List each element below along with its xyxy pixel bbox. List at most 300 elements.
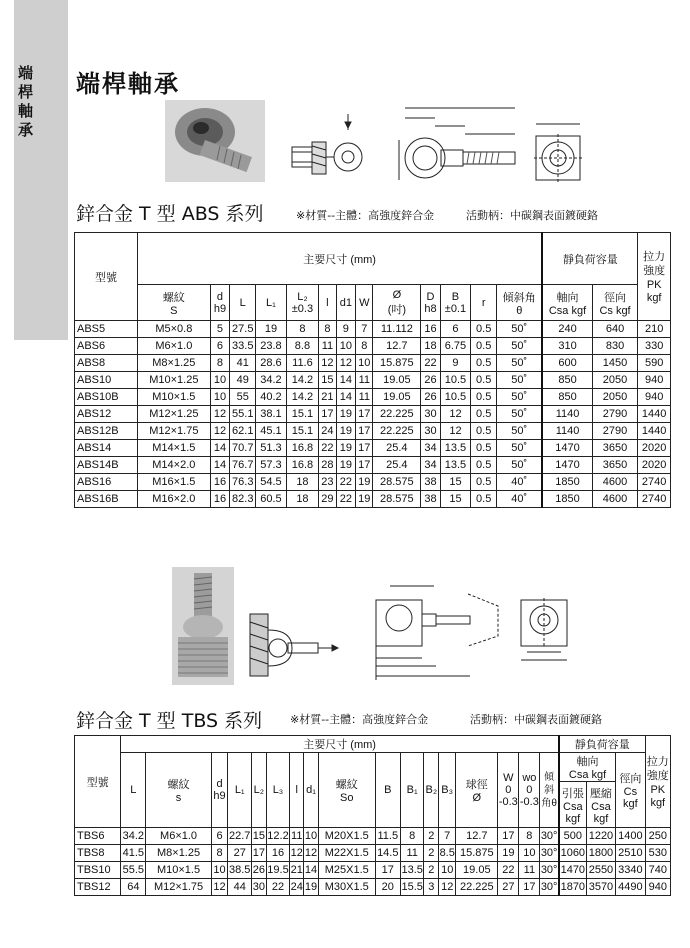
abs-header-thread-sub: S xyxy=(170,304,178,317)
table-cell: 21 xyxy=(319,389,336,406)
table-cell: 17 xyxy=(252,845,267,862)
abs-table-body xyxy=(75,321,671,508)
table-cell: 50˚ xyxy=(497,389,543,406)
table-cell: 82.3 xyxy=(230,491,256,508)
tbs-header-d xyxy=(211,753,228,828)
table-cell: 15.875 xyxy=(456,845,498,862)
tbs-header-l: l xyxy=(290,753,304,828)
table-cell: 2550 xyxy=(586,862,615,879)
table-cell: 210 xyxy=(638,321,671,338)
tbs-header-pull-sub: Csa xyxy=(563,800,583,813)
table-cell: M20X1.5 xyxy=(318,828,375,845)
table-cell: 2790 xyxy=(592,406,638,423)
table-row xyxy=(75,389,671,406)
tbs-header-model: 型號 xyxy=(75,736,121,828)
table-cell: ABS16B xyxy=(75,491,138,508)
table-cell: M30X1.5 xyxy=(318,879,375,896)
abs-header-phi xyxy=(373,285,421,321)
table-cell: 12 xyxy=(290,845,304,862)
table-cell: 2 xyxy=(424,828,439,845)
table-cell: 640 xyxy=(592,321,638,338)
tbs-header-so xyxy=(318,753,375,828)
table-cell: 12 xyxy=(211,879,228,896)
table-cell: 15.1 xyxy=(286,423,319,440)
table-cell: 19.5 xyxy=(266,862,290,879)
table-cell: 8 xyxy=(519,828,540,845)
table-cell: 14 xyxy=(210,457,230,474)
abs-dimension-drawing xyxy=(395,100,525,190)
table-cell: 50˚ xyxy=(497,440,543,457)
table-cell: 9 xyxy=(336,321,356,338)
table-cell: 15 xyxy=(440,491,470,508)
tbs-header-B1: B₁ xyxy=(400,753,424,828)
table-cell: 12.7 xyxy=(373,338,421,355)
table-cell: 12 xyxy=(439,879,456,896)
tbs-header-W-sub1: 0 xyxy=(505,784,512,796)
tbs-product-photo xyxy=(172,567,234,685)
table-cell: 22 xyxy=(498,862,519,879)
table-cell: 17 xyxy=(356,440,373,457)
table-cell: 1870 xyxy=(559,879,586,896)
table-cell: TBS6 xyxy=(75,828,121,845)
table-row xyxy=(75,828,671,845)
table-cell: 14.2 xyxy=(286,372,319,389)
table-cell: 26 xyxy=(421,372,441,389)
table-row xyxy=(75,457,671,474)
table-cell: 19 xyxy=(304,879,319,896)
table-cell: 14 xyxy=(210,440,230,457)
tbs-stem-note: 活動柄：中碳鋼表面鍍硬鉻 xyxy=(470,713,602,726)
table-cell: 8 xyxy=(400,828,424,845)
tbs-header-L: L xyxy=(121,753,146,828)
table-cell: ABS14 xyxy=(75,440,138,457)
table-cell: 41 xyxy=(230,355,256,372)
table-cell: 7 xyxy=(356,321,373,338)
table-cell: 76.3 xyxy=(230,474,256,491)
table-cell: 15 xyxy=(440,474,470,491)
table-cell: TBS8 xyxy=(75,845,121,862)
table-row xyxy=(75,355,671,372)
table-cell: 1060 xyxy=(559,845,586,862)
table-cell: 250 xyxy=(645,828,670,845)
table-cell: M10×1.5 xyxy=(137,389,210,406)
table-cell: 8 xyxy=(356,338,373,355)
abs-header-D-label: D xyxy=(426,290,435,303)
abs-header-D xyxy=(421,285,441,321)
table-cell: 590 xyxy=(638,355,671,372)
table-cell: 11 xyxy=(319,338,336,355)
table-cell: 14.5 xyxy=(375,845,400,862)
table-cell: 740 xyxy=(645,862,670,879)
table-cell: ABS6 xyxy=(75,338,138,355)
table-cell: 14 xyxy=(336,389,356,406)
table-cell: 11 xyxy=(290,828,304,845)
tbs-header-W-label: W xyxy=(503,772,514,784)
table-cell: 9 xyxy=(440,355,470,372)
table-cell: 12 xyxy=(440,423,470,440)
table-cell: 16 xyxy=(266,845,290,862)
table-cell: 11 xyxy=(356,389,373,406)
tbs-header-L1: L₁ xyxy=(228,753,252,828)
table-cell: M25X1.5 xyxy=(318,862,375,879)
abs-product-photo xyxy=(165,100,265,182)
table-cell: 2510 xyxy=(616,845,645,862)
table-cell: 70.7 xyxy=(230,440,256,457)
table-cell: 3650 xyxy=(592,440,638,457)
table-cell: 28.6 xyxy=(256,355,286,372)
tbs-header-load: 靜負荷容量 xyxy=(559,736,645,753)
table-cell: 10 xyxy=(304,828,319,845)
table-cell: 23.8 xyxy=(256,338,286,355)
table-cell: 19 xyxy=(356,474,373,491)
table-cell: 3570 xyxy=(586,879,615,896)
table-cell: 21 xyxy=(290,862,304,879)
table-cell: 49 xyxy=(230,372,256,389)
abs-header-model: 型號 xyxy=(75,233,138,321)
tbs-header-wo-sub2: -0.3 xyxy=(519,796,539,808)
table-cell: 500 xyxy=(559,828,586,845)
table-cell: 28.575 xyxy=(373,491,421,508)
table-cell: 55.5 xyxy=(121,862,146,879)
tbs-spec-table xyxy=(74,735,671,896)
tbs-header-press-label: 壓縮 xyxy=(589,787,612,800)
table-cell: 1450 xyxy=(592,355,638,372)
table-cell: 13.5 xyxy=(440,440,470,457)
abs-header-angle-label: 傾斜角 xyxy=(502,291,536,304)
table-cell: 2050 xyxy=(592,389,638,406)
tbs-header-thread-sub: s xyxy=(175,792,182,804)
table-cell: 30° xyxy=(540,879,559,896)
table-row xyxy=(75,440,671,457)
tbs-header-so-sub: So xyxy=(340,792,354,804)
table-cell: 25.4 xyxy=(373,440,421,457)
table-cell: ABS12 xyxy=(75,406,138,423)
table-cell: 8.8 xyxy=(286,338,319,355)
abs-header-radial-label: 徑向 xyxy=(604,291,627,304)
table-cell: 27.5 xyxy=(230,321,256,338)
table-cell: 940 xyxy=(638,389,671,406)
table-cell: 2020 xyxy=(638,457,671,474)
table-cell: 0.5 xyxy=(471,423,497,440)
table-cell: ABS16 xyxy=(75,474,138,491)
tbs-header-W xyxy=(498,753,519,828)
table-cell: 0.5 xyxy=(471,457,497,474)
table-cell: 19 xyxy=(356,491,373,508)
table-cell: M12×1.25 xyxy=(137,406,210,423)
table-cell: 7 xyxy=(439,828,456,845)
table-cell: 15.5 xyxy=(400,879,424,896)
table-cell: 330 xyxy=(638,338,671,355)
table-cell: M10×1.5 xyxy=(146,862,211,879)
tbs-header-pull-label: 引張 xyxy=(561,787,584,800)
table-cell: 15 xyxy=(252,828,267,845)
table-cell: 50˚ xyxy=(497,321,543,338)
table-cell: 30 xyxy=(421,406,441,423)
table-cell: 38 xyxy=(421,491,441,508)
table-cell: 55 xyxy=(230,389,256,406)
table-cell: 1140 xyxy=(542,406,592,423)
table-cell: 44 xyxy=(228,879,252,896)
table-cell: 2 xyxy=(424,845,439,862)
table-cell: 50˚ xyxy=(497,355,543,372)
tbs-header-thread-label: 螺紋 xyxy=(167,779,190,791)
tbs-header-d-sub: h9 xyxy=(213,790,226,802)
table-cell: 12 xyxy=(304,845,319,862)
table-cell: 3650 xyxy=(592,457,638,474)
abs-header-radial xyxy=(592,285,638,321)
table-cell: 50˚ xyxy=(497,372,543,389)
table-cell: 29 xyxy=(319,491,336,508)
table-cell: 19 xyxy=(336,440,356,457)
table-cell: 17 xyxy=(356,406,373,423)
abs-stem-note: 活動柄：中碳鋼表面鍍硬鉻 xyxy=(466,209,598,222)
table-cell: 1440 xyxy=(638,423,671,440)
table-cell: 23 xyxy=(319,474,336,491)
table-cell: 12 xyxy=(210,406,230,423)
abs-spec-table xyxy=(74,232,671,508)
table-cell: ABS14B xyxy=(75,457,138,474)
table-cell: M16×1.5 xyxy=(137,474,210,491)
tbs-header-tensile-unit: kgf xyxy=(650,796,666,809)
abs-header-B xyxy=(440,285,470,321)
abs-header-angle-sub: θ xyxy=(516,304,523,317)
table-cell: 45.1 xyxy=(256,423,286,440)
table-cell: 13.5 xyxy=(440,457,470,474)
table-cell: 22.225 xyxy=(456,879,498,896)
table-cell: 38.1 xyxy=(256,406,286,423)
table-cell: 20 xyxy=(375,879,400,896)
tbs-header-B: B xyxy=(375,753,400,828)
table-cell: 22.225 xyxy=(373,406,421,423)
abs-header-axial-label: 軸向 xyxy=(556,291,579,304)
abs-header-axial xyxy=(542,285,592,321)
table-row xyxy=(75,879,671,896)
tbs-header-angle: 傾斜角θ xyxy=(540,753,559,828)
tbs-header-press-sub: Csa xyxy=(591,800,611,813)
table-cell: 1470 xyxy=(542,457,592,474)
table-cell: 40.2 xyxy=(256,389,286,406)
table-cell: 13.5 xyxy=(400,862,424,879)
table-cell: 34.2 xyxy=(121,828,146,845)
table-cell: M10×1.25 xyxy=(137,372,210,389)
table-cell: 240 xyxy=(542,321,592,338)
table-row xyxy=(75,372,671,389)
abs-header-L1: L₁ xyxy=(256,285,286,321)
table-cell: M14×2.0 xyxy=(137,457,210,474)
table-cell: 0.5 xyxy=(471,440,497,457)
table-cell: 30° xyxy=(540,828,559,845)
table-cell: 850 xyxy=(542,389,592,406)
table-cell: 1400 xyxy=(616,828,645,845)
table-cell: 17 xyxy=(375,862,400,879)
table-cell: 830 xyxy=(592,338,638,355)
table-cell: 16 xyxy=(421,321,441,338)
table-cell: M16×2.0 xyxy=(137,491,210,508)
sidebar-label: 端桿軸承 xyxy=(18,64,34,139)
tbs-header-press xyxy=(586,782,615,828)
abs-header-d-sub: h9 xyxy=(213,302,227,315)
table-cell: 50˚ xyxy=(497,338,543,355)
table-cell: 40˚ xyxy=(497,491,543,508)
table-cell: 55.1 xyxy=(230,406,256,423)
table-cell: 38 xyxy=(421,474,441,491)
table-cell: 51.3 xyxy=(256,440,286,457)
tbs-header-tensile xyxy=(645,736,670,828)
table-cell: 62.1 xyxy=(230,423,256,440)
table-cell: 27 xyxy=(228,845,252,862)
table-cell: 30 xyxy=(421,423,441,440)
tbs-header-wo-sub1: 0 xyxy=(526,784,533,796)
table-cell: 10.5 xyxy=(440,372,470,389)
table-cell: 19 xyxy=(256,321,286,338)
table-cell: 4600 xyxy=(592,491,638,508)
table-cell: ABS5 xyxy=(75,321,138,338)
tbs-header-W-sub2: -0.3 xyxy=(498,796,518,808)
table-cell: 3340 xyxy=(616,862,645,879)
table-cell: 10 xyxy=(210,372,230,389)
table-cell: 22.7 xyxy=(228,828,252,845)
table-cell: 12.7 xyxy=(456,828,498,845)
abs-header-thread-label: 螺紋 xyxy=(162,291,185,304)
tbs-header-ball-sub: Ø xyxy=(472,792,482,804)
table-cell: 22 xyxy=(336,474,356,491)
abs-header-L2 xyxy=(286,285,319,321)
table-cell: 1140 xyxy=(542,423,592,440)
table-cell: 5 xyxy=(210,321,230,338)
table-cell: 19.05 xyxy=(373,372,421,389)
table-cell: 310 xyxy=(542,338,592,355)
table-cell: 22 xyxy=(336,491,356,508)
table-cell: 1470 xyxy=(559,862,586,879)
tbs-header-axial xyxy=(559,753,616,782)
tbs-header-axial-sub: Csa kgf xyxy=(568,769,607,781)
table-cell: 10 xyxy=(519,845,540,862)
table-cell: 0.5 xyxy=(471,406,497,423)
table-cell: 19 xyxy=(336,423,356,440)
table-cell: 11.5 xyxy=(375,828,400,845)
table-cell: 16 xyxy=(210,491,230,508)
table-row xyxy=(75,474,671,491)
table-cell: 28.575 xyxy=(373,474,421,491)
table-cell: 10 xyxy=(210,389,230,406)
table-cell: 15.1 xyxy=(286,406,319,423)
table-cell: 12 xyxy=(440,406,470,423)
table-cell: 34 xyxy=(421,440,441,457)
tbs-header-so-label: 螺紋 xyxy=(335,779,358,791)
table-cell: 1800 xyxy=(586,845,615,862)
table-cell: 16.8 xyxy=(286,440,319,457)
tbs-header-press-unit: kgf xyxy=(593,812,609,825)
table-cell: 50˚ xyxy=(497,457,543,474)
abs-header-W: W xyxy=(356,285,373,321)
tbs-header-radial-unit: kgf xyxy=(623,798,638,810)
abs-header-L2-label: L₂ xyxy=(297,290,308,303)
table-cell: 8 xyxy=(286,321,319,338)
tbs-header-wo-label: wo xyxy=(522,772,537,784)
table-cell: 60.5 xyxy=(256,491,286,508)
table-cell: 40˚ xyxy=(497,474,543,491)
table-cell: 34.2 xyxy=(256,372,286,389)
abs-header-axial-sub: Csa kgf xyxy=(548,304,587,317)
table-cell: 19 xyxy=(498,845,519,862)
table-cell: 0.5 xyxy=(471,474,497,491)
tbs-header-dims: 主要尺寸 (mm) xyxy=(121,736,559,753)
table-cell: ABS12B xyxy=(75,423,138,440)
table-cell: 6 xyxy=(210,338,230,355)
table-cell: 0.5 xyxy=(471,372,497,389)
tbs-header-axial-label: 軸向 xyxy=(576,756,599,768)
abs-header-dims: 主要尺寸 (mm) xyxy=(137,233,542,285)
table-cell: 2740 xyxy=(638,491,671,508)
abs-header-r: r xyxy=(471,285,497,321)
table-cell: 18 xyxy=(421,338,441,355)
table-cell: 2050 xyxy=(592,372,638,389)
table-cell: 18 xyxy=(286,474,319,491)
abs-header-L: L xyxy=(230,285,256,321)
table-cell: 22 xyxy=(421,355,441,372)
tbs-header-ball xyxy=(456,753,498,828)
table-cell: 3 xyxy=(424,879,439,896)
table-row xyxy=(75,406,671,423)
tbs-header-pull xyxy=(559,782,586,828)
tbs-table-body xyxy=(75,828,671,896)
abs-header-B-sub: ±0.1 xyxy=(444,302,467,315)
table-cell: 26 xyxy=(252,862,267,879)
table-cell: TBS12 xyxy=(75,879,121,896)
table-row xyxy=(75,321,671,338)
table-cell: 64 xyxy=(121,879,146,896)
table-cell: 2740 xyxy=(638,474,671,491)
abs-header-D-sub: h8 xyxy=(424,302,437,315)
tbs-header-B2: B₂ xyxy=(424,753,439,828)
tbs-header-radial-sub: Cs xyxy=(623,786,638,798)
table-cell: 530 xyxy=(645,845,670,862)
table-cell: 2790 xyxy=(592,423,638,440)
table-cell: 25.4 xyxy=(373,457,421,474)
tbs-header-pull-unit: kgf xyxy=(565,812,581,825)
table-cell: 17 xyxy=(356,423,373,440)
table-cell: 26 xyxy=(421,389,441,406)
table-cell: 8 xyxy=(210,355,230,372)
tbs-header-radial xyxy=(616,753,645,828)
table-row xyxy=(75,845,671,862)
tbs-header-L3: L₃ xyxy=(266,753,290,828)
table-cell: 11 xyxy=(519,862,540,879)
abs-header-load: 靜負荷容量 xyxy=(542,233,638,285)
table-cell: 22 xyxy=(266,879,290,896)
table-cell: 17 xyxy=(356,457,373,474)
table-cell: 57.3 xyxy=(256,457,286,474)
table-cell: 10 xyxy=(356,355,373,372)
table-cell: M12×1.75 xyxy=(146,879,211,896)
table-cell: 41.5 xyxy=(121,845,146,862)
abs-header-tensile-unit: kgf xyxy=(646,291,662,304)
table-cell: 0.5 xyxy=(471,355,497,372)
table-cell: 12 xyxy=(336,355,356,372)
table-cell: M6×1.0 xyxy=(146,828,211,845)
table-cell: 24 xyxy=(319,423,336,440)
abs-header-tensile xyxy=(638,233,671,321)
abs-header-B-label: B xyxy=(451,290,460,303)
tbs-end-view-drawing xyxy=(515,594,573,668)
table-cell: 0.5 xyxy=(471,321,497,338)
table-cell: 14 xyxy=(336,372,356,389)
table-cell: 0.5 xyxy=(471,491,497,508)
table-cell: 17 xyxy=(519,879,540,896)
table-cell: 22 xyxy=(319,440,336,457)
table-cell: 1470 xyxy=(542,440,592,457)
tbs-section-title: 鋅合金 T 型 TBS 系列 xyxy=(76,710,263,732)
